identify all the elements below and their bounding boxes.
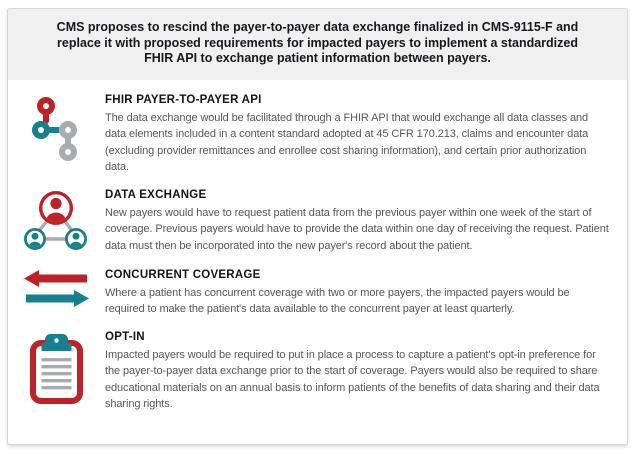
people-network-icon (23, 190, 91, 256)
section-title: CONCURRENT COVERAGE (105, 268, 261, 281)
section-title: OPT-IN (105, 330, 145, 343)
section-text-cell (105, 189, 627, 255)
api-network-nodes-icon (27, 95, 87, 165)
sections-list (8, 80, 627, 413)
section-body: Impacted payers would be required to put in place a process to capture a patient's opt-in preference for the payer-to-payer data exchange prior to the start of coverage. Payers would also be required to share educational materials on an annual basis to inform patients of the benefits of data sharing and their data sharing rights. (105, 348, 600, 410)
section-icon-cell (8, 269, 105, 307)
header-text: CMS proposes to rescind the payer-to-payer data exchange finalized in CMS-9115-F and replace it with proposed requirements for impacted payers to implement a standardized FHIR API to exchange patient information between payers. (56, 20, 579, 65)
section-title: DATA EXCHANGE (105, 188, 207, 201)
section-data-exchange (8, 189, 627, 256)
clipboard-icon (29, 332, 84, 405)
section-title: FHIR PAYER-TO-PAYER API (105, 93, 262, 106)
section-opt-in (8, 331, 627, 413)
section-body: The data exchange would be facilitated through a FHIR API that would exchange all data classes and data elements included in a content standard adopted at 45 CFR 170.213, claims and encounter data (excluding provider remittances and enrollee cost sharing information), and certain prior authorization data. (105, 111, 589, 173)
section-fhir-api (8, 94, 627, 176)
section-icon-cell (8, 189, 105, 256)
section-text-cell (105, 331, 627, 413)
section-body: Where a patient has concurrent coverage with two or more payers, the impacted payers would be required to make the patient's data available to the concurrent payer at least quarterly. (105, 286, 570, 315)
infographic-panel (7, 8, 628, 445)
section-text-cell (105, 94, 627, 176)
section-concurrent-coverage (8, 269, 627, 318)
section-text-cell (105, 269, 627, 318)
opposing-arrows-icon (24, 270, 89, 307)
section-icon-cell (8, 94, 105, 165)
section-icon-cell (8, 331, 105, 405)
header-banner (8, 9, 627, 80)
section-body: New payers would have to request patient data from the previous payer within one week of the start of coverage. Previous payers would have to provide the data within one day of receiving the request. Patient data must then be incorporated into the new payer's record about the patient. (105, 206, 609, 252)
